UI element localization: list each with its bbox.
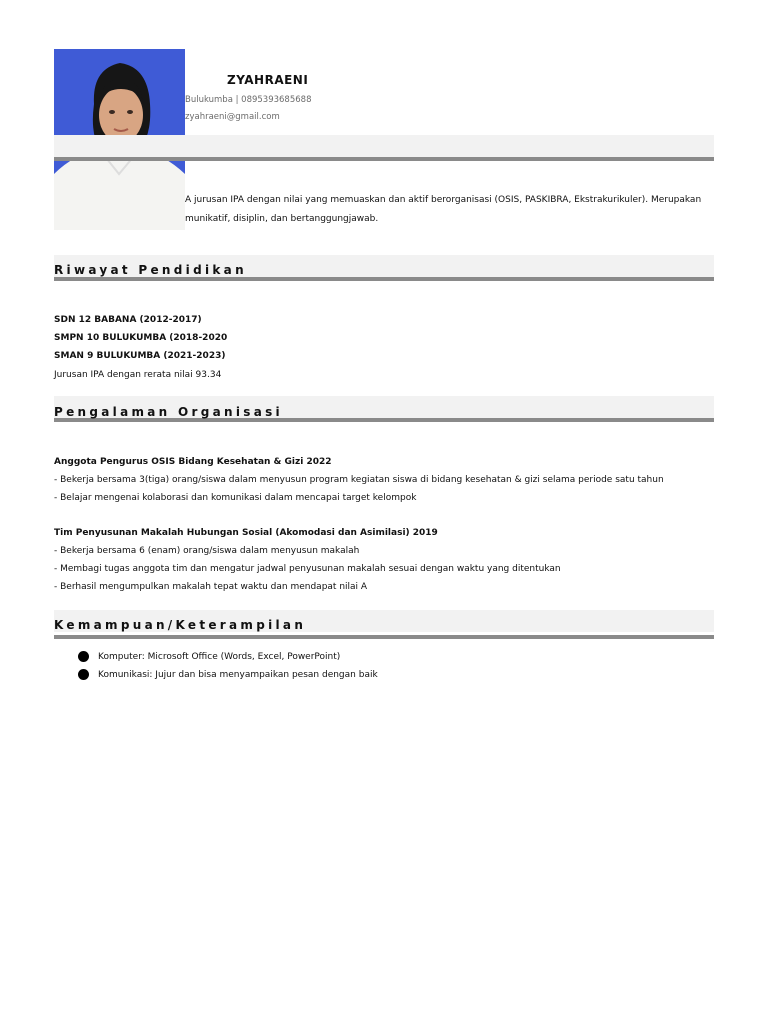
education-item: SDN 12 BABANA (2012-2017) <box>54 315 202 325</box>
organization-entry-heading: Anggota Pengurus OSIS Bidang Kesehatan & Gizi 2022 <box>54 457 332 467</box>
skill-item: Komputer: Microsoft Office (Words, Excel, PowerPoint) <box>98 652 341 662</box>
summary-line-2: munikatif, disiplin, dan bertanggungjawab. <box>185 214 379 224</box>
education-note: Jurusan IPA dengan rerata nilai 93.34 <box>54 370 222 380</box>
organization-entry-heading: Tim Penyusunan Makalah Hubungan Sosial (Akomodasi dan Asimilasi) 2019 <box>54 528 438 538</box>
organization-section-title: Pengalaman Organisasi <box>54 405 283 419</box>
bullet-icon <box>78 669 89 680</box>
organization-entry-point: - Belajar mengenai kolaborasi dan komunikasi dalam mencapai target kelompok <box>54 493 417 503</box>
profile-section-band <box>54 135 714 157</box>
skills-section-title: Kemampuan/Keterampilan <box>54 618 307 632</box>
education-item: SMAN 9 BULUKUMBA (2021-2023) <box>54 351 226 361</box>
contact-email: zyahraeni@gmail.com <box>185 112 280 122</box>
organization-entry-point: - Berhasil mengumpulkan makalah tepat waktu dan mendapat nilai A <box>54 582 368 592</box>
skill-item: Komunikasi: Jujur dan bisa menyampaikan pesan dengan baik <box>98 670 378 680</box>
education-section-title: Riwayat Pendidikan <box>54 263 247 277</box>
candidate-name: ZYAHRAENI <box>227 73 309 87</box>
profile-section-divider <box>54 157 714 161</box>
education-item: SMPN 10 BULUKUMBA (2018-2020 <box>54 333 228 343</box>
skills-section-divider <box>54 635 714 639</box>
organization-entry-point: - Bekerja bersama 3(tiga) orang/siswa dalam menyusun program kegiatan siswa di bidang kesehatan & gizi selama periode satu tahun <box>54 475 664 485</box>
education-section-divider <box>54 277 714 281</box>
contact-location-phone: Bulukumba | 0895393685688 <box>185 95 312 105</box>
bullet-icon <box>78 651 89 662</box>
organization-entry-point: - Bekerja bersama 6 (enam) orang/siswa dalam menyusun makalah <box>54 546 360 556</box>
organization-entry-point: - Membagi tugas anggota tim dan mengatur jadwal penyusunan makalah sesuai dengan waktu yang ditentukan <box>54 564 561 574</box>
summary-line-1: A jurusan IPA dengan nilai yang memuaskan dan aktif berorganisasi (OSIS, PASKIBRA, Ekstrakurikuler). Merupakan <box>185 195 702 205</box>
